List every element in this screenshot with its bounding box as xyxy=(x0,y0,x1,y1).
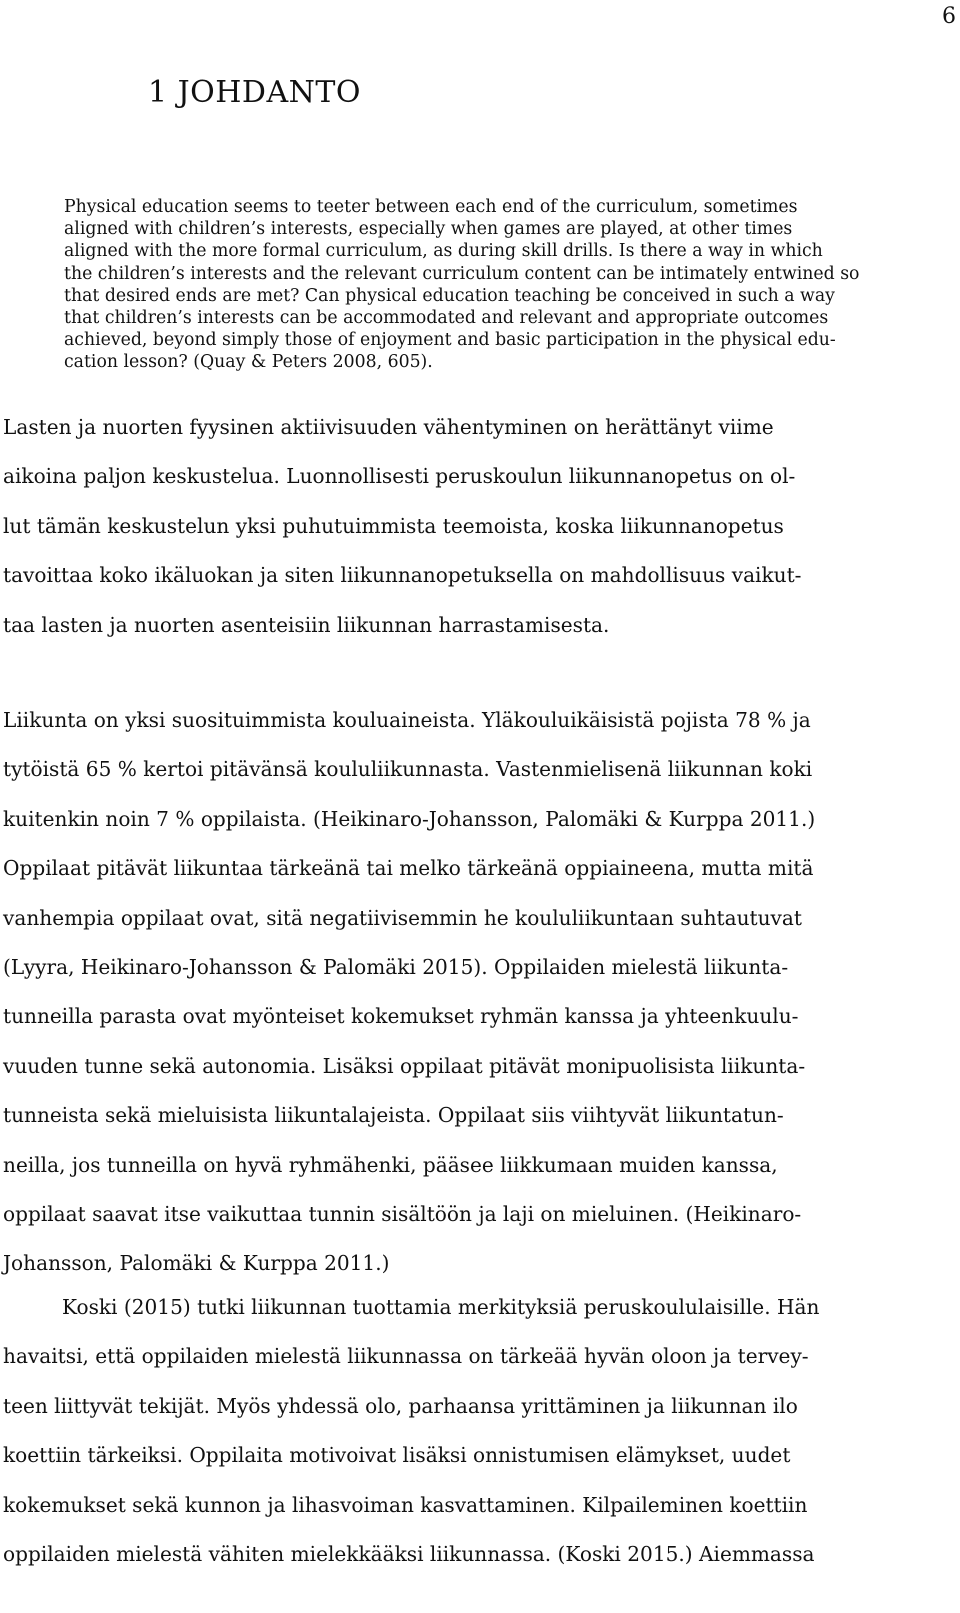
text-line: tunneista sekä mieluisista liikuntalajeista. Oppilaat siis viihtyvät liikuntatun- xyxy=(3,1103,784,1128)
quote-line: aligned with children’s interests, especially when games are played, at other times xyxy=(64,219,793,240)
text-line: koettiin tärkeiksi. Oppilaita motivoivat lisäksi onnistumisen elämykset, uudet xyxy=(3,1443,791,1468)
text-line: Koski (2015) tutki liikunnan tuottamia merkityksiä peruskoululaisille. Hän xyxy=(62,1295,820,1319)
text-line: Liikunta on yksi suosituimmista kouluaineista. Yläkouluikäisistä pojista 78 % ja xyxy=(3,708,811,732)
paragraph-3 xyxy=(3,1283,935,1579)
chapter-heading: 1 JOHDANTO xyxy=(148,75,361,110)
text-line: taa lasten ja nuorten asenteisiin liikunnan harrastamisesta. xyxy=(3,612,610,637)
text-line: neilla, jos tunneilla on hyvä ryhmähenki, pääsee liikkumaan muiden kanssa, xyxy=(3,1152,778,1177)
block-quote xyxy=(64,196,936,374)
text-line: aikoina paljon keskustelua. Luonnollisesti peruskoulun liikunnanopetus on ol- xyxy=(3,464,796,489)
text-line: tytöistä 65 % kertoi pitävänsä koululiikunnasta. Vastenmielisenä liikunnan koki xyxy=(3,757,813,782)
quote-line: aligned with the more formal curriculum, as during skill drills. Is there a way in which xyxy=(64,241,823,262)
paragraph-2 xyxy=(3,696,935,1289)
quote-line: that children’s interests can be accommodated and relevant and appropriate outcomes xyxy=(64,307,829,328)
quote-line: that desired ends are met? Can physical education teaching be conceived in such a way xyxy=(64,285,835,306)
text-line: Johansson, Palomäki & Kurppa 2011.) xyxy=(3,1251,390,1276)
text-line: (Lyyra, Heikinaro-Johansson & Palomäki 2015). Oppilaiden mielestä liikunta- xyxy=(3,954,789,979)
text-line: oppilaiden mielestä vähiten mielekkääksi liikunnassa. (Koski 2015.) Aiemmassa xyxy=(3,1541,815,1566)
page-number: 6 xyxy=(942,4,956,29)
text-line: oppilaat saavat itse vaikuttaa tunnin sisältöön ja laji on mieluinen. (Heikinaro- xyxy=(3,1201,802,1226)
text-line: kokemukset sekä kunnon ja lihasvoiman kasvattaminen. Kilpaileminen koettiin xyxy=(3,1492,808,1517)
quote-line: Physical education seems to teeter between each end of the curriculum, sometimes xyxy=(64,197,798,217)
text-line: havaitsi, että oppilaiden mielestä liikunnassa on tärkeää hyvän oloon ja tervey- xyxy=(3,1344,809,1369)
text-line: kuitenkin noin 7 % oppilaista. (Heikinaro-Johansson, Palomäki & Kurppa 2011.) xyxy=(3,806,816,831)
quote-line: achieved, beyond simply those of enjoyment and basic participation in the physical edu- xyxy=(64,330,836,351)
text-line: Oppilaat pitävät liikuntaa tärkeänä tai melko tärkeänä oppiaineena, mutta mitä xyxy=(3,856,814,881)
text-line: vanhempia oppilaat ovat, sitä negatiivisemmin he koululiikuntaan suhtautuvat xyxy=(3,905,802,930)
text-line: tunneilla parasta ovat myönteiset kokemukset ryhmän kanssa ja yhteenkuulu- xyxy=(3,1004,799,1029)
text-line: Lasten ja nuorten fyysinen aktiivisuuden vähentyminen on herättänyt viime xyxy=(3,415,774,439)
quote-line: cation lesson? (Quay & Peters 2008, 605). xyxy=(64,352,433,373)
quote-line: the children’s interests and the relevant curriculum content can be intimately entwined so xyxy=(64,263,860,284)
text-line: lut tämän keskustelun yksi puhutuimmista teemoista, koska liikunnanopetus xyxy=(3,513,784,538)
text-line: teen liittyvät tekijät. Myös yhdessä olo, parhaansa yrittäminen ja liikunnan ilo xyxy=(3,1393,798,1418)
text-line: vuuden tunne sekä autonomia. Lisäksi oppilaat pitävät monipuolisista liikunta- xyxy=(3,1053,806,1078)
paragraph-1 xyxy=(3,403,935,650)
text-line: tavoittaa koko ikäluokan ja siten liikunnanopetuksella on mahdollisuus vaikut- xyxy=(3,563,802,588)
